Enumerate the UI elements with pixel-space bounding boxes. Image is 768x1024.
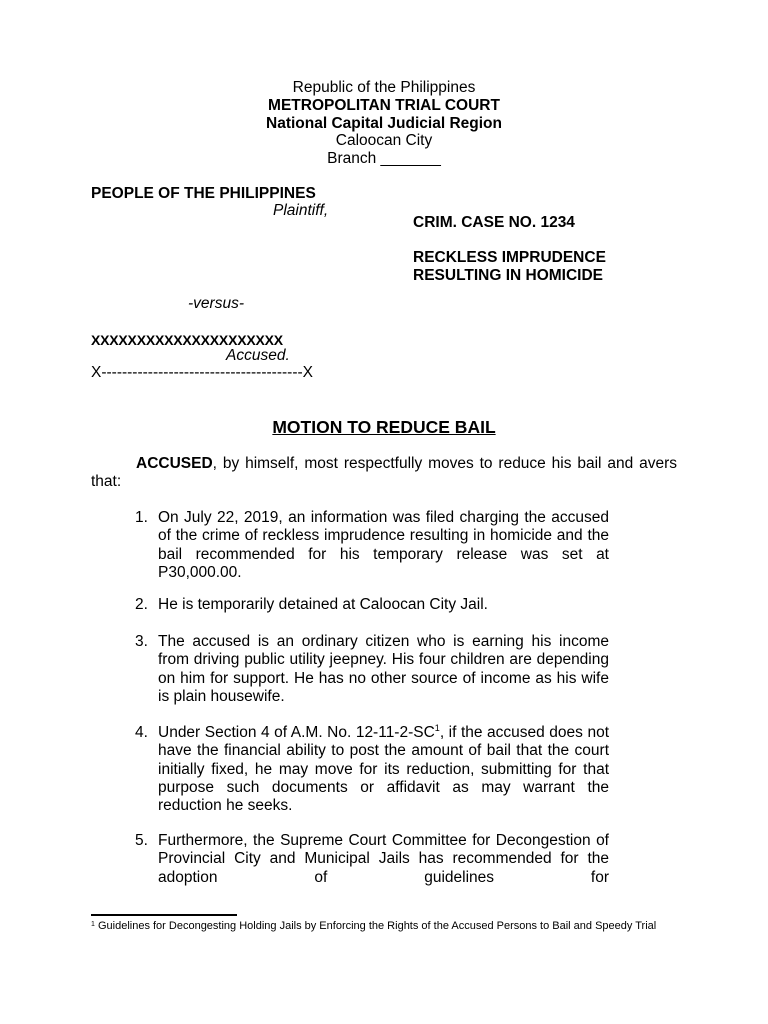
document-title: MOTION TO REDUCE BAIL (272, 417, 496, 437)
item-2-text: He is temporarily detained at Caloocan City Jail. (158, 596, 488, 613)
item-1-number: 1. (135, 509, 148, 526)
header-republic: Republic of the Philippines (292, 79, 476, 96)
item-4-text-after: , if the accused does not have the financial ability to post the amount of bail that the court initially fixed, he may move for its reduction, submitting for that purpose such documents or affidavit as may warrant the reduction he seeks. (158, 724, 609, 815)
item-4-number: 4. (135, 724, 148, 741)
offense-line-2: RESULTING IN HOMICIDE (413, 267, 604, 284)
intro-paragraph (91, 455, 677, 492)
header-city: Caloocan City (335, 132, 433, 149)
accused-role: Accused. (226, 347, 290, 364)
footnote-marker: 1 (91, 921, 95, 928)
item-5-number: 5. (135, 832, 148, 849)
case-number: CRIM. CASE NO. 1234 (413, 214, 575, 231)
item-5-text: Furthermore, the Supreme Court Committee for Decongestion of Provincial City and Municipal Jails has recommended for the adoption of guidelines for (158, 832, 609, 886)
accused-name: XXXXXXXXXXXXXXXXXXXXX (91, 332, 283, 348)
footnote-reference: 1 (434, 723, 440, 733)
item-2-number: 2. (135, 596, 148, 613)
item-4-text-before: Under Section 4 of A.M. No. 12-11-2-SC (158, 724, 435, 741)
intro-text: , by himself, most respectfully moves to reduce his bail and avers that: (91, 455, 677, 491)
item-3-number: 3. (135, 633, 148, 650)
offense-line-1: RECKLESS IMPRUDENCE (413, 249, 606, 266)
footnote (91, 919, 676, 933)
header-region: National Capital Judicial Region (266, 115, 502, 132)
header-court: METROPOLITAN TRIAL COURT (268, 97, 500, 114)
intro-lead: ACCUSED (136, 455, 213, 472)
item-1-text: On July 22, 2019, an information was filed charging the accused of the crime of reckless imprudence resulting in homicide and the bail recommended for his temporary release was set at P30,000.00. (158, 509, 609, 581)
item-4-text (158, 724, 609, 815)
item-3-text: The accused is an ordinary citizen who is earning his income from driving public utility jeepney. His four children are depending on him for support. He has no other source of income as his wife is plain housewife. (158, 633, 609, 705)
footnote-text: Guidelines for Decongesting Holding Jails by Enforcing the Rights of the Accused Persons to Bail and Speedy Trial (97, 920, 657, 932)
footnote-divider (91, 914, 237, 916)
header-branch: Branch _______ (327, 150, 441, 167)
caption-separator: X---------------------------------------X (91, 364, 313, 381)
versus-label: -versus- (188, 295, 244, 312)
plaintiff-name: PEOPLE OF THE PHILIPPINES (91, 185, 316, 202)
plaintiff-role: Plaintiff, (273, 202, 329, 219)
